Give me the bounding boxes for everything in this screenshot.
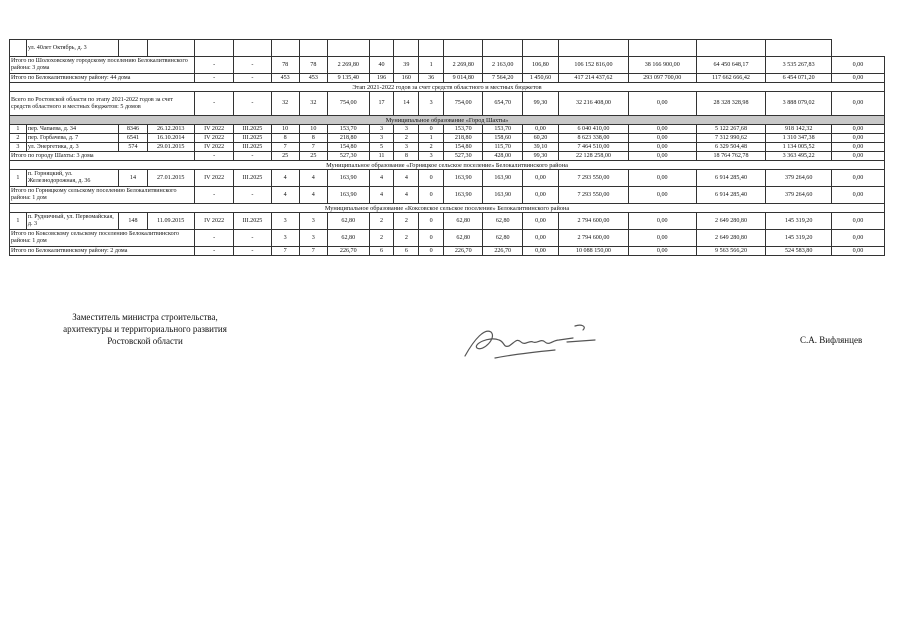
- table-cell: 0,00: [522, 230, 558, 247]
- table-cell: -: [234, 57, 271, 74]
- table-cell: 4: [369, 170, 394, 187]
- table-cell: 62,80: [483, 230, 522, 247]
- total-label: Итого по Белокалитвинскому району: 2 дома: [10, 247, 195, 256]
- table-cell: 0: [419, 247, 444, 256]
- table-cell: 2: [394, 134, 419, 143]
- table-cell: [119, 40, 147, 57]
- table-cell: 7 293 550,00: [559, 170, 629, 187]
- table-cell: 4: [299, 187, 327, 204]
- address-cell: п. Горняцкий, ул. Железнодорожная, д. 36: [26, 170, 118, 187]
- table-row: [10, 125, 885, 134]
- total-label: Итого по Шолоховскому городскому поселению Белокалитвинского района: 3 дома: [10, 57, 195, 74]
- address-cell: ул. 40лет Октябрь, д. 3: [26, 40, 118, 57]
- table-cell: [696, 40, 766, 57]
- table-cell: 39: [394, 57, 419, 74]
- table-cell: 0,00: [628, 230, 696, 247]
- table-cell: 1 134 005,52: [766, 143, 831, 152]
- position-line: архитектуры и территориального развития: [63, 324, 227, 334]
- table-cell: 2: [369, 230, 394, 247]
- table-cell: 4: [394, 187, 419, 204]
- table-cell: 32 216 408,00: [559, 92, 629, 116]
- table-cell: -: [194, 92, 233, 116]
- table-cell: 16.10.2014: [147, 134, 194, 143]
- section-title: Муниципальное образование «Город Шахты»: [10, 116, 885, 125]
- table-cell: 0,00: [831, 125, 884, 134]
- position-line: Заместитель министра строительства,: [72, 312, 218, 322]
- section-header-row: [10, 116, 885, 125]
- table-cell: 60,20: [522, 134, 558, 143]
- table-cell: 9 135,40: [327, 74, 369, 83]
- total-label: Итого по Белокалитвинскому району: 44 дома: [10, 74, 195, 83]
- table-cell: 0: [419, 170, 444, 187]
- table-cell: 4: [271, 170, 299, 187]
- total-label: Итого по городу Шахты: 3 дома: [10, 152, 195, 161]
- table-row: [10, 40, 885, 57]
- table-cell: IV 2022: [194, 143, 233, 152]
- table-cell: 38 166 900,00: [628, 57, 696, 74]
- table-cell: 154,80: [327, 143, 369, 152]
- table-cell: 62,80: [483, 213, 522, 230]
- table-cell: 2 794 600,00: [559, 213, 629, 230]
- housing-register-table: [9, 39, 885, 256]
- table-body: [10, 40, 885, 256]
- table-cell: 163,90: [483, 187, 522, 204]
- table-cell: 17: [369, 92, 394, 116]
- table-cell: 524 583,80: [766, 247, 831, 256]
- table-cell: 25: [299, 152, 327, 161]
- table-cell: 0,00: [522, 170, 558, 187]
- table-cell: IV 2022: [194, 213, 233, 230]
- table-cell: 8 623 338,00: [559, 134, 629, 143]
- table-cell: 163,90: [444, 187, 483, 204]
- position-line: Ростовской области: [107, 336, 183, 346]
- table-cell: 0,00: [831, 230, 884, 247]
- table-cell: 3: [394, 143, 419, 152]
- table-cell: [271, 40, 299, 57]
- table-cell: 2: [10, 134, 27, 143]
- table-cell: 40: [369, 57, 394, 74]
- table-cell: 379 264,60: [766, 187, 831, 204]
- table-cell: 527,30: [327, 152, 369, 161]
- table-cell: [327, 40, 369, 57]
- table-cell: 7: [299, 143, 327, 152]
- table-cell: 7: [299, 247, 327, 256]
- table-row: [10, 170, 885, 187]
- table-cell: 0,00: [628, 143, 696, 152]
- table-cell: 0,00: [628, 152, 696, 161]
- table-cell: [194, 40, 233, 57]
- table-cell: 7 293 550,00: [559, 187, 629, 204]
- table-cell: -: [234, 152, 271, 161]
- table-cell: 1: [419, 134, 444, 143]
- table-cell: 106,80: [522, 57, 558, 74]
- table-cell: 28 328 328,98: [696, 92, 766, 116]
- table-cell: 226,70: [327, 247, 369, 256]
- table-cell: 22 128 258,00: [559, 152, 629, 161]
- table-cell: 3: [369, 125, 394, 134]
- table-cell: 7: [271, 247, 299, 256]
- table-cell: 7: [271, 143, 299, 152]
- table-cell: 2 269,80: [327, 57, 369, 74]
- table-cell: 163,90: [327, 187, 369, 204]
- table-cell: 78: [271, 57, 299, 74]
- table-cell: 5: [369, 143, 394, 152]
- table-row: [10, 143, 885, 152]
- table-cell: 148: [119, 213, 147, 230]
- table-cell: 0,00: [628, 92, 696, 116]
- table-cell: 0,00: [522, 213, 558, 230]
- table-cell: 6 914 285,40: [696, 170, 766, 187]
- table-cell: 6 040 410,00: [559, 125, 629, 134]
- signatory-position: [50, 311, 240, 347]
- handwritten-signature: [455, 318, 605, 364]
- table-cell: 25: [271, 152, 299, 161]
- table-row: [10, 134, 885, 143]
- table-cell: 8: [299, 134, 327, 143]
- table-cell: 163,90: [483, 170, 522, 187]
- table-cell: 78: [299, 57, 327, 74]
- table-cell: 39,10: [522, 143, 558, 152]
- section-header-row: [10, 83, 885, 92]
- table-cell: 0,00: [522, 187, 558, 204]
- table-cell: 3 363 495,22: [766, 152, 831, 161]
- table-cell: -: [194, 247, 233, 256]
- table-cell: 218,80: [327, 134, 369, 143]
- table-cell: 3: [419, 152, 444, 161]
- table-cell: 62,80: [444, 230, 483, 247]
- table-cell: 3 888 079,02: [766, 92, 831, 116]
- table-cell: 4: [369, 187, 394, 204]
- table-cell: 2: [394, 230, 419, 247]
- table-cell: III.2025: [234, 213, 271, 230]
- table-cell: 0,00: [831, 57, 884, 74]
- table-cell: 0,00: [522, 247, 558, 256]
- section-header-row: [10, 204, 885, 213]
- table-cell: 918 142,32: [766, 125, 831, 134]
- table-cell: 0,00: [831, 247, 884, 256]
- total-label: Итого по Коксовскому сельскому поселению Белокалитвинского района: 1 дом: [10, 230, 195, 247]
- total-row: [10, 187, 885, 204]
- table-cell: 8: [394, 152, 419, 161]
- table-cell: 3 535 267,83: [766, 57, 831, 74]
- table-cell: -: [234, 92, 271, 116]
- address-cell: пер. Горбачева, д. 7: [26, 134, 118, 143]
- table-cell: 32: [271, 92, 299, 116]
- table-cell: 1: [10, 213, 27, 230]
- table-cell: 0,00: [831, 213, 884, 230]
- table-cell: 154,80: [444, 143, 483, 152]
- table-cell: -: [234, 187, 271, 204]
- table-cell: -: [234, 74, 271, 83]
- table-cell: 9 563 566,20: [696, 247, 766, 256]
- table-cell: -: [194, 57, 233, 74]
- table-cell: 574: [119, 143, 147, 152]
- table-cell: -: [194, 187, 233, 204]
- table-cell: [766, 40, 831, 57]
- table-cell: [483, 40, 522, 57]
- table-cell: 8: [271, 134, 299, 143]
- table-cell: 14: [119, 170, 147, 187]
- table-cell: [559, 40, 629, 57]
- table-cell: 8346: [119, 125, 147, 134]
- total-row: [10, 152, 885, 161]
- table-cell: IV 2022: [194, 134, 233, 143]
- table-cell: 4: [394, 170, 419, 187]
- table-cell: 453: [299, 74, 327, 83]
- table-cell: 26.12.2013: [147, 125, 194, 134]
- table-cell: 0,00: [522, 125, 558, 134]
- table-cell: 99,30: [522, 92, 558, 116]
- table-cell: 1 310 347,38: [766, 134, 831, 143]
- table-cell: 7 564,20: [483, 74, 522, 83]
- table-cell: -: [234, 230, 271, 247]
- table-cell: 196: [369, 74, 394, 83]
- table-cell: 527,30: [444, 152, 483, 161]
- table-cell: 0: [419, 230, 444, 247]
- table-cell: -: [194, 152, 233, 161]
- total-row: [10, 74, 885, 83]
- table-cell: 0,00: [628, 125, 696, 134]
- total-row: [10, 247, 885, 256]
- table-cell: [444, 40, 483, 57]
- table-cell: 2 269,80: [444, 57, 483, 74]
- table-cell: 0,00: [628, 213, 696, 230]
- table-cell: -: [234, 247, 271, 256]
- table-row: [10, 213, 885, 230]
- table-cell: 62,80: [327, 213, 369, 230]
- table-cell: 0,00: [628, 134, 696, 143]
- table-cell: [628, 40, 696, 57]
- table-cell: 754,00: [444, 92, 483, 116]
- table-cell: 158,60: [483, 134, 522, 143]
- table-cell: 7 464 510,00: [559, 143, 629, 152]
- total-row: [10, 230, 885, 247]
- table-cell: [419, 40, 444, 57]
- table-cell: 5 122 267,68: [696, 125, 766, 134]
- table-cell: 6 329 504,48: [696, 143, 766, 152]
- table-cell: III.2025: [234, 170, 271, 187]
- table-cell: 293 097 700,00: [628, 74, 696, 83]
- table-cell: 99,30: [522, 152, 558, 161]
- table-cell: 0: [419, 125, 444, 134]
- table-cell: 0: [419, 187, 444, 204]
- table-cell: 62,80: [444, 213, 483, 230]
- table-cell: 2 163,00: [483, 57, 522, 74]
- table-cell: 0: [419, 213, 444, 230]
- table-cell: 218,80: [444, 134, 483, 143]
- table-cell: 2 794 600,00: [559, 230, 629, 247]
- table-cell: 0,00: [831, 152, 884, 161]
- table-cell: 145 319,20: [766, 230, 831, 247]
- table-cell: [299, 40, 327, 57]
- table-cell: 3: [369, 134, 394, 143]
- table-cell: 0,00: [831, 143, 884, 152]
- table-cell: 27.01.2015: [147, 170, 194, 187]
- table-cell: 417 214 437,62: [559, 74, 629, 83]
- table-cell: 0,00: [831, 134, 884, 143]
- table-cell: 115,70: [483, 143, 522, 152]
- total-row: [10, 57, 885, 74]
- section-title: Муниципальное образование «Коксовское сельское поселение» Белокалитвинского района: [10, 204, 885, 213]
- table-cell: 0,00: [831, 187, 884, 204]
- table-cell: 2: [419, 143, 444, 152]
- table-cell: 4: [271, 187, 299, 204]
- table-cell: 11: [369, 152, 394, 161]
- table-cell: 0,00: [628, 170, 696, 187]
- table-cell: 226,70: [444, 247, 483, 256]
- table-cell: 2 649 280,80: [696, 213, 766, 230]
- table-cell: IV 2022: [194, 125, 233, 134]
- table-cell: 64 450 648,17: [696, 57, 766, 74]
- table-cell: 3: [299, 213, 327, 230]
- table-cell: 14: [394, 92, 419, 116]
- table-cell: 0,00: [831, 92, 884, 116]
- table-cell: 153,70: [444, 125, 483, 134]
- table-cell: 754,00: [327, 92, 369, 116]
- table-cell: 2: [394, 213, 419, 230]
- table-cell: 3: [10, 143, 27, 152]
- address-cell: ул. Энергетика, д. 3: [26, 143, 118, 152]
- table-cell: 1: [419, 57, 444, 74]
- total-label: Итого по Горняцкому сельскому поселению Белокалитвинского района: 1 дом: [10, 187, 195, 204]
- table-cell: 153,70: [483, 125, 522, 134]
- table-cell: 453: [271, 74, 299, 83]
- table-cell: 7 312 990,62: [696, 134, 766, 143]
- total-row: [10, 92, 885, 116]
- table-cell: 145 319,20: [766, 213, 831, 230]
- table-cell: 36: [419, 74, 444, 83]
- section-title: Муниципальное образование «Горняцкое сельское поселение» Белокалитвинского района: [10, 161, 885, 170]
- table-cell: 3: [419, 92, 444, 116]
- table-cell: 163,90: [327, 170, 369, 187]
- total-label: Всего по Ростовской области по этапу 2021-2022 годов за счет средств областного и местных бюджетов: 5 домов: [10, 92, 195, 116]
- table-cell: -: [194, 230, 233, 247]
- table-cell: 11.09.2015: [147, 213, 194, 230]
- table-cell: 10: [299, 125, 327, 134]
- table-cell: [147, 40, 194, 57]
- section-header-row: [10, 161, 885, 170]
- table-cell: 3: [394, 125, 419, 134]
- table-cell: 117 662 666,42: [696, 74, 766, 83]
- table-cell: 160: [394, 74, 419, 83]
- address-cell: п. Рудничный, ул. Первомайская, д. 3: [26, 213, 118, 230]
- table-cell: 10 088 150,00: [559, 247, 629, 256]
- table-cell: 6: [394, 247, 419, 256]
- table-cell: 226,70: [483, 247, 522, 256]
- section-title: Этап 2021-2022 годов за счет средств областного и местных бюджетов: [10, 83, 885, 92]
- table-cell: 1: [10, 125, 27, 134]
- table-cell: 0,00: [831, 74, 884, 83]
- table-cell: 1 450,60: [522, 74, 558, 83]
- table-cell: 6 914 285,40: [696, 187, 766, 204]
- table-cell: 29.01.2015: [147, 143, 194, 152]
- table-cell: 428,00: [483, 152, 522, 161]
- table-cell: 3: [271, 230, 299, 247]
- table-cell: 379 264,60: [766, 170, 831, 187]
- table-cell: 654,70: [483, 92, 522, 116]
- table-cell: 4: [299, 170, 327, 187]
- table-cell: 6 454 071,20: [766, 74, 831, 83]
- table-cell: 1: [10, 170, 27, 187]
- table-cell: 6: [369, 247, 394, 256]
- table-cell: 153,70: [327, 125, 369, 134]
- address-cell: пер. Чапаева, д. 34: [26, 125, 118, 134]
- table-cell: 3: [271, 213, 299, 230]
- signatory-name: С.А. Вифлянцев: [800, 335, 863, 345]
- table-cell: 163,90: [444, 170, 483, 187]
- table-cell: [369, 40, 394, 57]
- table-cell: 2: [369, 213, 394, 230]
- table-cell: 9 014,80: [444, 74, 483, 83]
- table-cell: 6541: [119, 134, 147, 143]
- table-cell: -: [194, 74, 233, 83]
- table-cell: 0,00: [628, 247, 696, 256]
- table-cell: 32: [299, 92, 327, 116]
- table-cell: III.2025: [234, 143, 271, 152]
- table-cell: 3: [299, 230, 327, 247]
- table-cell: 0,00: [628, 187, 696, 204]
- table-cell: 18 764 762,78: [696, 152, 766, 161]
- table-cell: 2 649 280,80: [696, 230, 766, 247]
- table-cell: [10, 40, 27, 57]
- table-cell: III.2025: [234, 134, 271, 143]
- table-cell: IV 2022: [194, 170, 233, 187]
- table-cell: 62,80: [327, 230, 369, 247]
- table-cell: [522, 40, 558, 57]
- table-cell: III.2025: [234, 125, 271, 134]
- table-cell: 106 152 816,00: [559, 57, 629, 74]
- table-cell: 10: [271, 125, 299, 134]
- table-cell: 0,00: [831, 170, 884, 187]
- table-cell: [394, 40, 419, 57]
- table-cell: [234, 40, 271, 57]
